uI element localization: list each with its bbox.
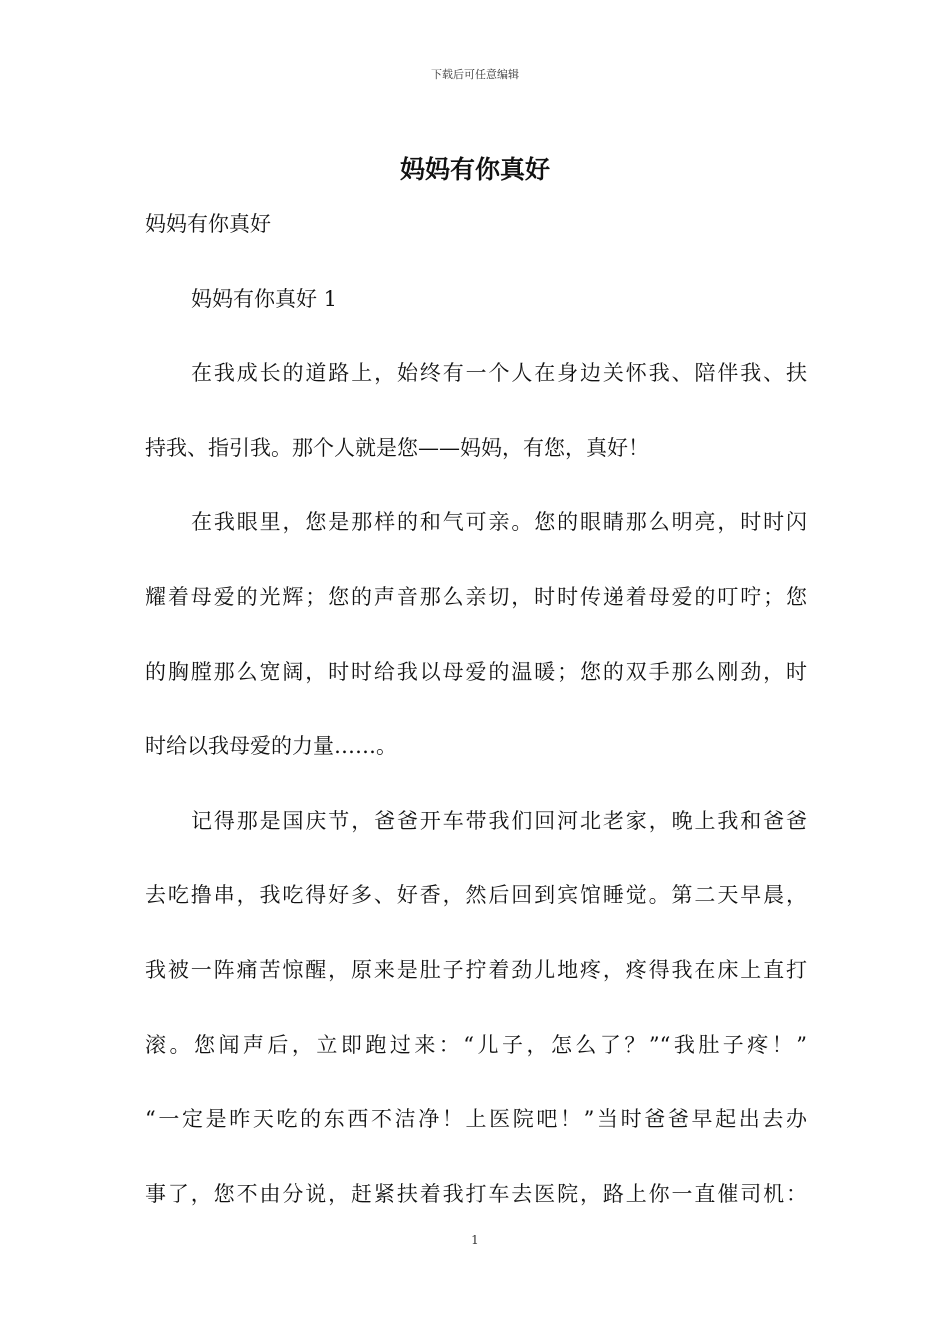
paragraph-line: “一定是昨天吃的东西不洁净！上医院吧！”当时爸爸早起出去办	[145, 1107, 807, 1132]
paragraph-line: 去吃撸串，我吃得好多、好香，然后回到宾馆睡觉。第二天早晨，	[145, 883, 807, 908]
paragraph-line: 时给以我母爱的力量……。	[145, 734, 397, 759]
paragraph-line: 耀着母爱的光辉；您的声音那么亲切，时时传递着母爱的叮咛；您	[145, 584, 807, 609]
page-header: 下载后可任意编辑	[431, 68, 519, 81]
page-number: 1	[471, 1233, 479, 1247]
paragraph-line: 在我眼里，您是那样的和气可亲。您的眼睛那么明亮，时时闪	[191, 510, 807, 535]
paragraph-line: 记得那是国庆节，爸爸开车带我们回河北老家，晚上我和爸爸	[191, 808, 807, 833]
paragraph-line: 滚。您闻声后，立即跑过来：“儿子，怎么了？”“我肚子疼！”	[145, 1032, 807, 1057]
paragraph-line: 的胸膛那么宽阔，时时给我以母爱的温暖；您的双手那么刚劲，时	[145, 659, 807, 684]
subtitle-line: 妈妈有你真好	[145, 212, 271, 236]
document-body	[145, 204, 807, 1248]
paragraph-line: 事了，您不由分说，赶紧扶着我打车去医院，路上你一直催司机：	[145, 1181, 807, 1206]
paragraph-line: 在我成长的道路上，始终有一个人在身边关怀我、陪伴我、扶	[191, 361, 807, 386]
document-title: 妈妈有你真好	[399, 155, 550, 184]
paragraph-line: 持我、指引我。那个人就是您——妈妈，有您，真好！	[145, 435, 649, 460]
paragraph-line: 我被一阵痛苦惊醒，原来是肚子拧着劲儿地疼，疼得我在床上直打	[145, 957, 807, 982]
section-heading: 妈妈有你真好 1	[191, 286, 338, 311]
